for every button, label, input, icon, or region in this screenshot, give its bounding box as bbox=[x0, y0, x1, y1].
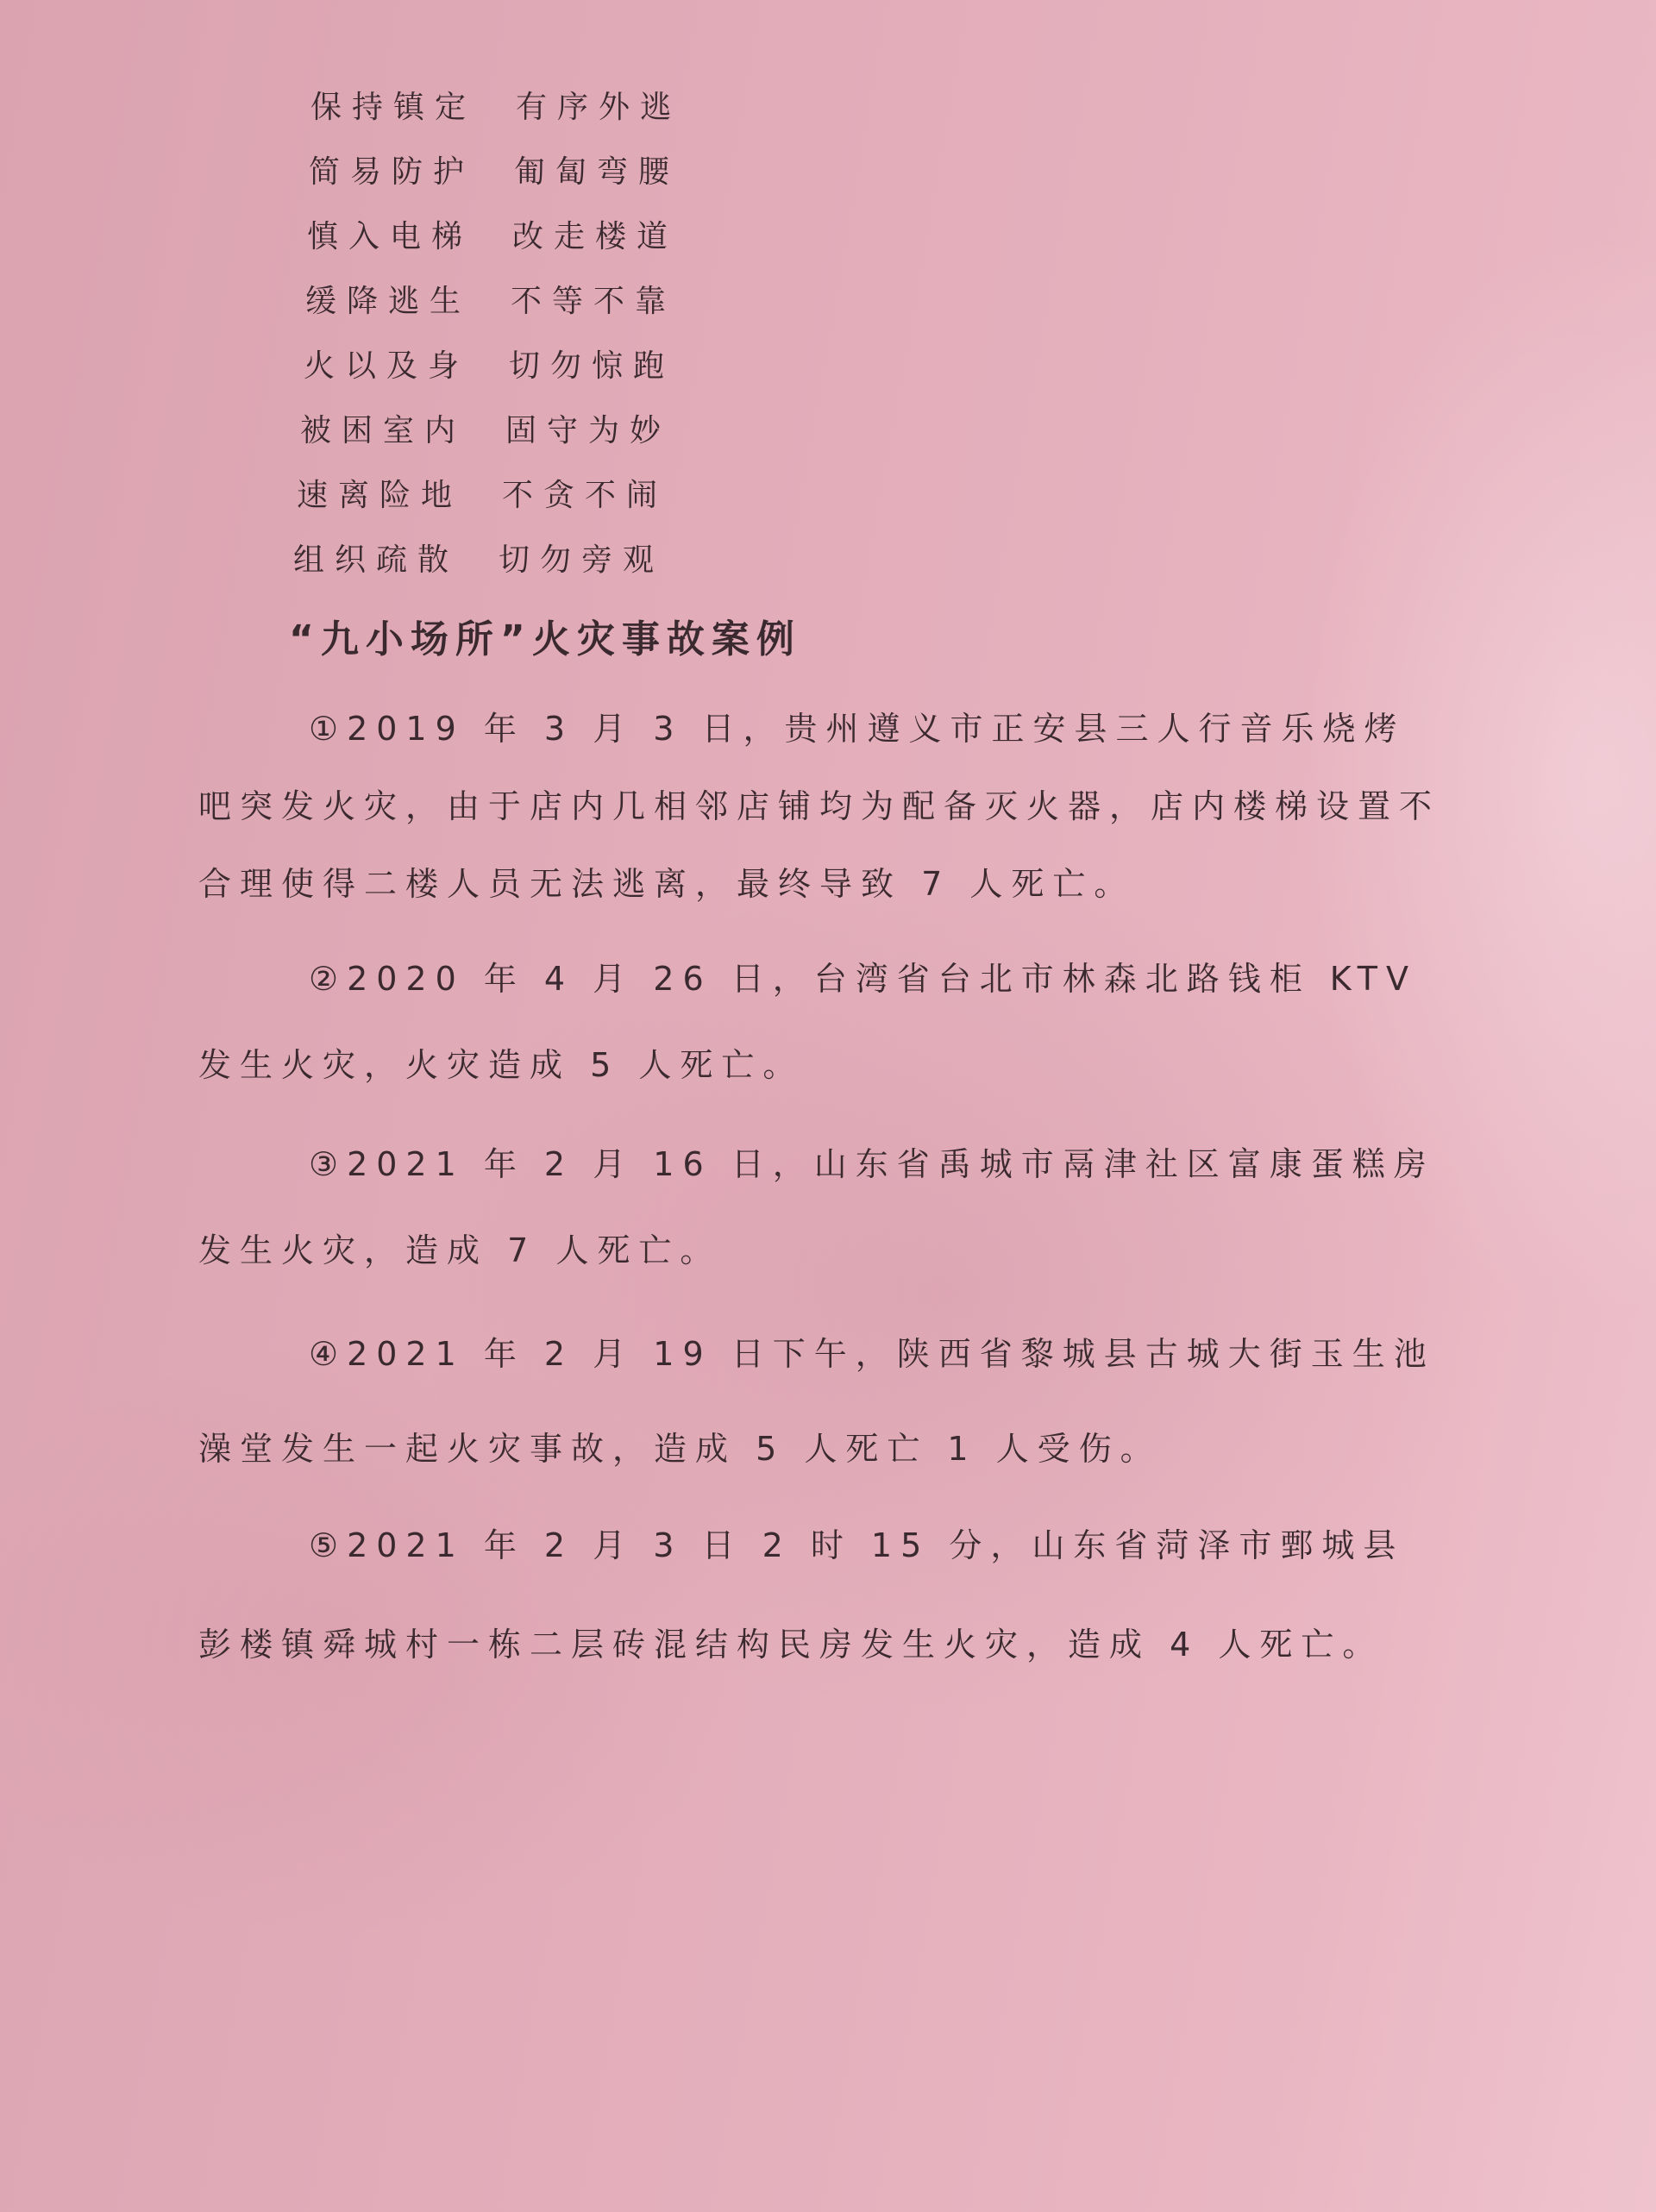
slogan-row bbox=[305, 276, 681, 341]
slogan-second: 匍匐弯腰 bbox=[514, 154, 681, 190]
slogan-first: 慎入电梯 bbox=[307, 219, 474, 254]
slogan-second: 不等不靠 bbox=[511, 284, 677, 319]
slogan-first: 保持镇定 bbox=[310, 90, 477, 125]
slogan-first: 简易防护 bbox=[309, 154, 475, 190]
slogan-row bbox=[297, 470, 681, 535]
slogan-second: 不贪不闹 bbox=[502, 478, 668, 513]
case-paragraph-5: ⑤2021 年 2 月 3 日 2 时 15 分，山东省菏泽市鄄城县彭楼镇舜城村一栋二层砖混结构民房发生火灾，造成 4 人死亡。 bbox=[198, 1526, 1405, 1664]
slogan-second: 固守为妙 bbox=[505, 413, 672, 448]
section-heading: “九小场所”火灾事故案例 bbox=[289, 617, 801, 661]
slogan-row bbox=[293, 535, 681, 599]
slogan-first: 组织疏散 bbox=[293, 542, 460, 578]
slogan-first: 缓降逃生 bbox=[305, 284, 472, 319]
escape-slogan-list bbox=[293, 82, 682, 599]
slogan-first: 火以及身 bbox=[304, 348, 470, 384]
slogan-first: 被困室内 bbox=[300, 413, 467, 448]
case-paragraph-1: ①2019 年 3 月 3 日，贵州遵义市正安县三人行音乐烧烤吧突发火灾，由于店内几相邻店铺均为配备灭火器，店内楼梯设置不合理使得二楼人员无法逃离，最终导致 7 人死亡。 bbox=[198, 710, 1441, 903]
slogan-second: 切勿旁观 bbox=[499, 542, 665, 578]
slogan-row bbox=[309, 147, 681, 211]
case-paragraph-3: ③2021 年 2 月 16 日，山东省禹城市鬲津社区富康蛋糕房发生火灾，造成 7 人死亡。 bbox=[198, 1145, 1435, 1269]
slogan-row bbox=[304, 341, 681, 405]
slogan-second: 改走楼道 bbox=[512, 219, 679, 254]
slogan-row bbox=[300, 405, 681, 470]
slogan-second: 切勿惊跑 bbox=[509, 348, 675, 384]
case-paragraph-4: ④2021 年 2 月 19 日下午，陕西省黎城县古城大街玉生池澡堂发生一起火灾事故，造成 5 人死亡 1 人受伤。 bbox=[198, 1335, 1435, 1468]
slogan-row bbox=[310, 82, 681, 147]
slogan-row bbox=[307, 211, 681, 276]
case-paragraph-2: ②2020 年 4 月 26 日，台湾省台北市林森北路钱柜 KTV 发生火灾，火灾造成 5 人死亡。 bbox=[198, 960, 1417, 1084]
slogan-first: 速离险地 bbox=[297, 478, 463, 513]
slogan-second: 有序外逃 bbox=[516, 90, 682, 125]
